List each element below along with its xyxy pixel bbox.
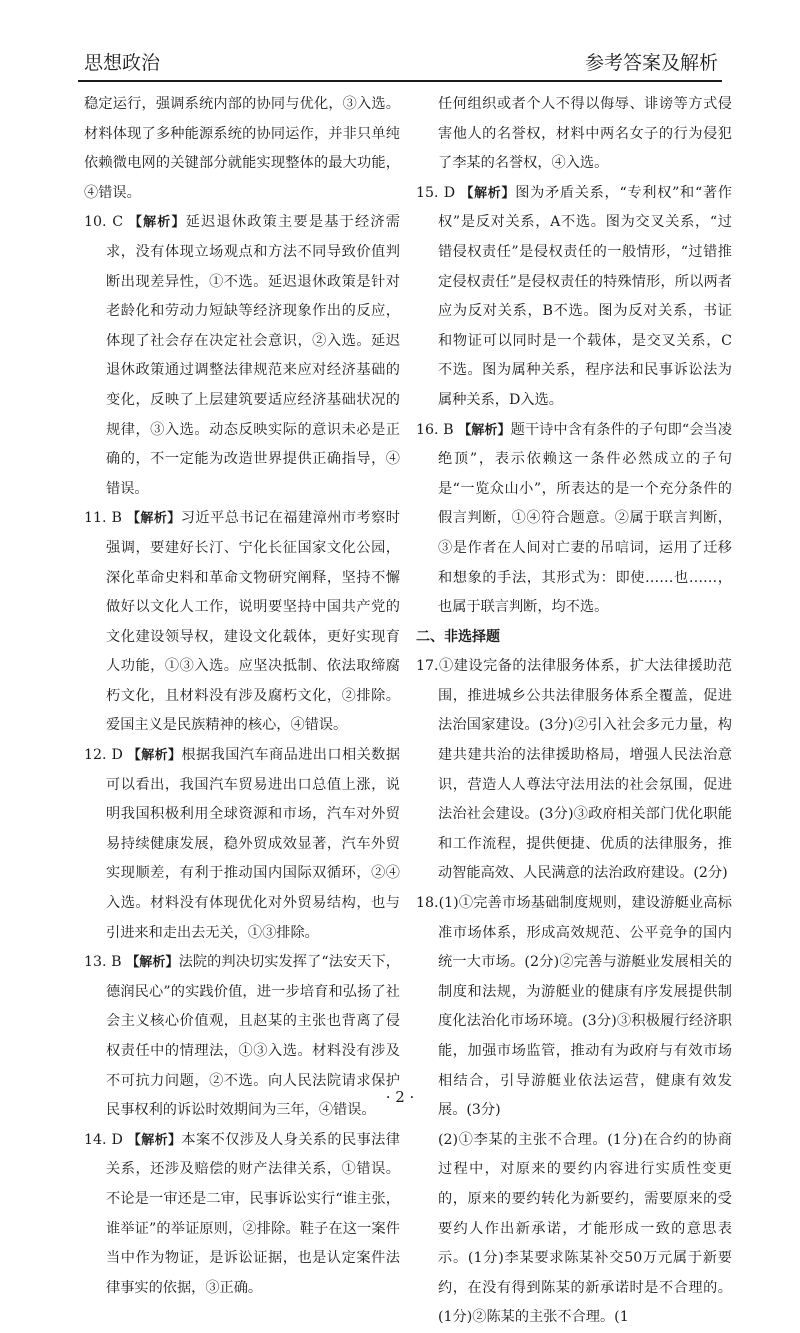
- page-number: · 2 ·: [385, 1088, 415, 1106]
- answer-18-part1: 18.(1)①完善市场基础制度规则，建设游艇业高标准市场体系，形成高效规范、公平竞争的国内统一大市场。(2分)②完善与游艇业发展相关的制度和法规，为游艇业的健康有序发展提供制度化法治化市场环境。(3分)③积极履行经济职能，加强市场监管，推动有为政府与有效市场相结合，引导游艇业依法运营，健康有效发展。(3分): [416, 895, 732, 1119]
- right-column: [416, 90, 732, 1333]
- answer-17: 17.①建设完备的法律服务体系，扩大法律援助范围，推进城乡公共法律服务体系全覆盖，促进法治国家建设。(3分)②引入社会多元力量，构建共建共治的法律援助格局，增强人民法治意识，营造人人尊法守法用法的社会氛围，促进法治社会建设。(3分)③政府相关部门优化职能和工作流程，提供便捷、优质的法律服务，推动智能高效、人民满意的法治政府建设。(2分): [416, 658, 732, 882]
- answer-14-continued: 任何组织或者个人不得以侮辱、诽谤等方式侵害他人的名誉权，材料中两名女子的行为侵犯了李某的名誉权，④入选。: [438, 96, 732, 172]
- answer-14: 14. D 【解析】本案不仅涉及人身关系的民事法律关系，还涉及赔偿的财产法律关系，①错误。不论是一审还是二审，民事诉讼实行“谁主张，谁举证”的举证原则，②排除。鞋子在这一案件当中作为物证，是诉讼证据，也是认定案件法律事实的依据，③正确。: [84, 1131, 400, 1296]
- answer-13: 13. B 【解析】法院的判决切实发挥了“法安天下，德润民心”的实践价值，进一步培育和弘扬了社会主义核心价值观，且赵某的主张也背离了侵权责任中的情理法，①③入选。材料没有涉及不可抗力问题，②不选。向人民法院请求保护民事权利的诉讼时效期间为三年，④错误。: [84, 954, 400, 1119]
- subject-title: 思想政治: [84, 52, 161, 74]
- page-header: [78, 48, 722, 82]
- answer-10: 10. C 【解析】延迟退休政策主要是基于经济需求，没有体现立场观点和方法不同导致价值判断出现差异性，①不选。延迟退休政策是针对老龄化和劳动力短缺等经济现象作出的反应，体现了社会存在决定社会意识，②入选。延迟退休政策通过调整法律规范来应对经济基础的变化，反映了上层建筑要适应经济基础状况的规律，③入选。动态反映实际的意识未必是正确的，不一定能为改造世界提供正确指导，④错误。: [84, 214, 400, 497]
- answer-11: 11. B 【解析】习近平总书记在福建漳州市考察时强调，要建好长汀、宁化长征国家文化公园，深化革命史料和革命文物研究阐释，坚持不懈做好以文化人工作，说明要坚持中国共产党的文化建设领导权，建设文化载体，更好实现育人功能，①③入选。应坚决抵制、依法取缔腐朽文化，且材料没有涉及腐朽文化，②排除。爱国主义是民族精神的核心，④错误。: [84, 510, 400, 734]
- left-column: [84, 90, 400, 1303]
- answer-9-continued: 稳定运行，强调系统内部的协同与优化，③入选。材料体现了多种能源系统的协同运作，并非只单纯依赖微电网的关键部分就能实现整体的最大功能，④错误。: [84, 96, 400, 201]
- answer-12: 12. D 【解析】根据我国汽车商品进出口相关数据可以看出，我国汽车贸易进出口总值上涨，说明我国积极利用全球资源和市场，汽车对外贸易持续健康发展，稳外贸成效显著，汽车外贸实现顺差，有利于推动国内国际双循环，②④入选。材料没有体现优化对外贸易结构，也与引进来和走出去无关，①③排除。: [84, 747, 400, 941]
- section-heading: 二、非选择题: [416, 628, 500, 645]
- header-divider: [78, 80, 722, 82]
- answer-16: 16. B 【解析】题干诗中含有条件的子句即“会当凌绝顶”，表示依赖这一条件必然成立的子句是“一览众山小”，所表达的是一个充分条件的假言判断，①④符合题意。②属于联言判断，③是作者在人间对亡妻的吊唁词，运用了迁移和想象的手法，其形式为：即使……也……，也属于联言判断，均不选。: [416, 421, 732, 616]
- answer-15: 15. D 【解析】图为矛盾关系，“专利权”和“著作权”是反对关系，A不选。图为交叉关系，“过错侵权责任”是侵权责任的一般情形，“过错推定侵权责任”是侵权责任的特殊情形，所以两者应为反对关系，B不选。图为反对关系，书证和物证可以同时是一个载体，是交叉关系，C不选。图为属种关系，程序法和民事诉讼法为属种关系，D入选。: [416, 184, 732, 408]
- answer-18-part2: (2)①李某的主张不合理。(1分)在合约的协商过程中，对原来的要约内容进行实质性变更的，原来的要约转化为新要约，需要原来的受要约人作出新承诺，才能形成一致的意思表示。(1分)李某要求陈某补交50万元属于新要约，在没有得到陈某的新承诺时是不合理的。(1分)②陈某的主张不合理。(1: [438, 1131, 732, 1326]
- answer-title: 参考答案及解析: [584, 52, 718, 74]
